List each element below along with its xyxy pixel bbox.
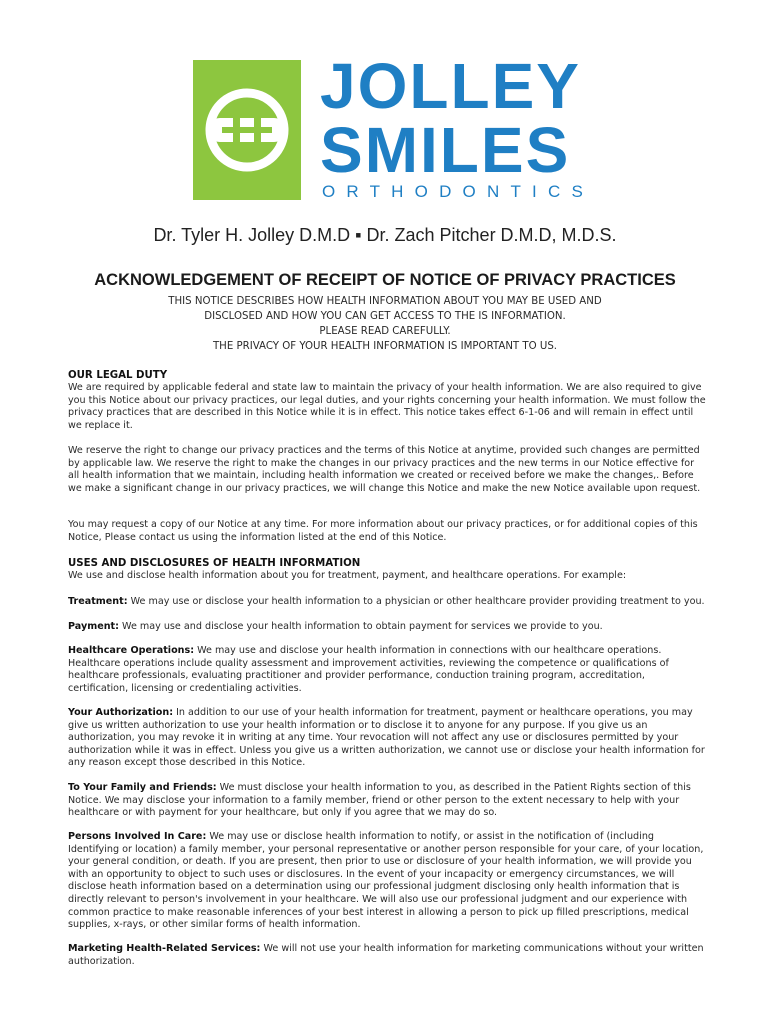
payment-text: We may use and disclose your health information to obtain payment for services we provide to you. — [118, 621, 603, 632]
family-paragraph — [68, 782, 708, 820]
authorization-text: In addition to our use of your health information for treatment, payment or healthcare operations, you may give us written authorization to use your health information or to disclose it to anyone for any purpose. If you give us an authorization, you may revoke it in writing at any time. Your revocation will not affect any use or disclosures permitted by your authorization while it was in effect. Unless you give us a written authorization, we cannot use or disclose your health information for any reason except those described in this Notice. — [68, 707, 705, 769]
treatment-label: Treatment: — [68, 596, 128, 607]
doctors-line: Dr. Tyler H. Jolley D.M.D ▪ Dr. Zach Pitcher D.M.D, M.D.S. — [153, 225, 617, 245]
intro-line: THE PRIVACY OF YOUR HEALTH INFORMATION IS IMPORTANT TO US. — [212, 341, 558, 352]
care-paragraph — [68, 831, 708, 932]
logo-subtitle: ORTHODONTICS — [322, 182, 594, 201]
family-label: To Your Family and Friends: — [68, 782, 217, 793]
marketing-paragraph — [68, 943, 708, 968]
legal-duty-paragraph-3: You may request a copy of our Notice at any time. For more information about our privacy practices, or for additional copies of this Notice, Please contact us using the information listed at the end of this Notice. — [68, 519, 698, 543]
authorization-label: Your Authorization: — [68, 707, 174, 718]
legal-duty-paragraph-2: We reserve the right to change our privacy practices and the terms of this Notice at anytime, provided such changes are permitted by applicable law. We reserve the right to make the changes in our privacy practices and the new terms in our Notice effective for all health information that we maintain, including health information we created or received before we make the changes,. Before we make a significant change in our privacy practices, we will change this Notice and make the new Notice available upon request. — [68, 445, 701, 494]
operations-paragraph — [68, 645, 708, 695]
operations-text: We may use and disclose your health information in connections with our healthcare operations. Healthcare operations include quality assessment and improvement activities, reviewing the competence or qualifications of healthcare professionals, evaluating practitioner and provider performance, conduction training program, accreditation, certification, licensing or credentialing activities. — [68, 645, 669, 694]
logo-name-line1: JOLLEY — [320, 50, 581, 122]
care-label: Persons Involved In Care: — [68, 831, 207, 842]
logo — [193, 50, 608, 201]
payment-label: Payment: — [68, 621, 119, 632]
treatment-paragraph — [68, 596, 708, 609]
legal-duty-heading: OUR LEGAL DUTY — [68, 370, 168, 381]
uses-heading: USES AND DISCLOSURES OF HEALTH INFORMATION — [68, 558, 361, 569]
treatment-text: We may use or disclose your health information to a physician or other healthcare provider providing treatment to you. — [127, 596, 705, 607]
logo-mark — [193, 60, 301, 200]
logo-name-line2: SMILES — [320, 114, 571, 186]
marketing-text: We will not use your health information for marketing communications without your written authorization. — [68, 943, 704, 967]
document-title: ACKNOWLEDGEMENT OF RECEIPT OF NOTICE OF PRIVACY PRACTICES — [94, 271, 676, 289]
family-text: We must disclose your health information to you, as described in the Patient Rights section of this Notice. We may disclose your information to a family member, friend or other person to the extent necessary to help with your healthcare or with payment for your healthcare, but only if you agree that we may do so. — [68, 782, 691, 819]
authorization-paragraph — [68, 707, 708, 770]
uses-intro: We use and disclose health information about you for treatment, payment, and healthcare operations. For example: — [68, 570, 627, 581]
intro-line: DISCLOSED AND HOW YOU CAN GET ACCESS TO THE IS INFORMATION. — [204, 311, 566, 322]
intro-line: THIS NOTICE DESCRIBES HOW HEALTH INFORMATION ABOUT YOU MAY BE USED AND — [168, 296, 602, 307]
intro-line: PLEASE READ CAREFULLY. — [319, 326, 451, 337]
smile-icon — [193, 60, 301, 200]
legal-duty-paragraph-1: We are required by applicable federal and state law to maintain the privacy of your health information. We are also required to give you this Notice about our privacy practices, our legal duties, and your rights concerning your health information. We must follow the privacy practices that are described in this Notice while it is in effect. This notice takes effect 6-1-06 and will remain in effect until we replace it. — [68, 382, 706, 431]
marketing-label: Marketing Health-Related Services: — [68, 943, 261, 954]
operations-label: Healthcare Operations: — [68, 645, 195, 656]
payment-paragraph — [68, 621, 708, 634]
care-text: We may use or disclose health information to notify, or assist in the notification of (including Identifying or location) a family member, your personal representative or another person responsible for your care, of your location, your general condition, or death. If you are present, then prior to use or disclosure of your health information, we will provide you with an opportunity to object to such uses or disclosures. In the event of your incapacity or emergency circumstances, we will disclose heath information based on a determination using our professional judgment disclosing only health information that is directly relevant to person's involvement in your healthcare. We will also use our professional judgment and our experience with common practice to make reasonable inferences of your best interest in allowing a person to pick up filled prescriptions, medical supplies, x-rays, or other similar forms of health information. — [68, 831, 704, 931]
